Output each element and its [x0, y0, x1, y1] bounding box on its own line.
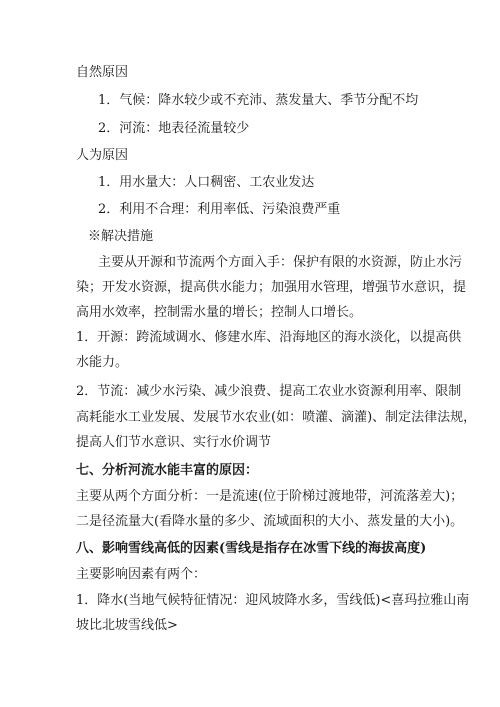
natural-cause-climate: 1．气候：降水较少或不充沛、蒸发量大、季节分配不均 — [98, 93, 419, 108]
section8-item-line-2: 坡比北坡雪线低> — [76, 618, 178, 633]
section8-item-line-1: 1．降水(当地气候特征情况：迎风坡降水多，雪线低)<喜玛拉雅山南 — [76, 593, 470, 608]
solutions-para-line-3: 高用水效率，控制需水量的增长；控制人口增长。 — [76, 305, 363, 320]
kaiyuan-line-2: 水能力。 — [76, 355, 129, 370]
section7-heading: 七、分析河流水能丰富的原因： — [76, 463, 259, 478]
human-causes-heading: 人为原因 — [76, 148, 129, 163]
jieliu-line-1: 2．节流：减少水污染、减少浪费、提高工农业水资源利用率、限制 — [76, 384, 462, 399]
jieliu-line-3: 提高人们节水意识、实行水价调节 — [76, 435, 272, 450]
section8-heading: 八、影响雪线高低的因素(雪线是指存在冰雪下线的海拔高度) — [76, 541, 427, 556]
solutions-para-line-1: 主要从开源和节流两个方面入手：保护有限的水资源，防止水污 — [98, 255, 463, 270]
solutions-heading: ※解决措施 — [88, 229, 154, 244]
human-cause-usage: 1．用水量大：人口稠密、工农业发达 — [98, 175, 315, 190]
section7-line-2: 二是径流量大(看降水量的多少、流域面积的大小、蒸发量的大小)。 — [76, 514, 464, 529]
solutions-para-line-2: 染；开发水资源，提高供水能力；加强用水管理，增强节水意识，提 — [76, 280, 467, 295]
kaiyuan-line-1: 1．开源：跨流域调水、修建水库、沿海地区的海水淡化，以提高供 — [76, 330, 462, 345]
human-cause-misuse: 2．利用不合理：利用率低、污染浪费严重 — [98, 202, 341, 217]
jieliu-line-2: 高耗能水工业发展、发展节水农业(如：喷灌、滴灌)、制定法律法规， — [76, 410, 477, 425]
natural-cause-river: 2．河流：地表径流量较少 — [98, 121, 250, 136]
section8-intro: 主要影响因素有两个： — [76, 567, 207, 582]
section7-line-1: 主要从两个方面分析：一是流速(位于阶梯过渡地带，河流落差大)； — [76, 489, 464, 504]
natural-causes-heading: 自然原因 — [76, 65, 129, 80]
